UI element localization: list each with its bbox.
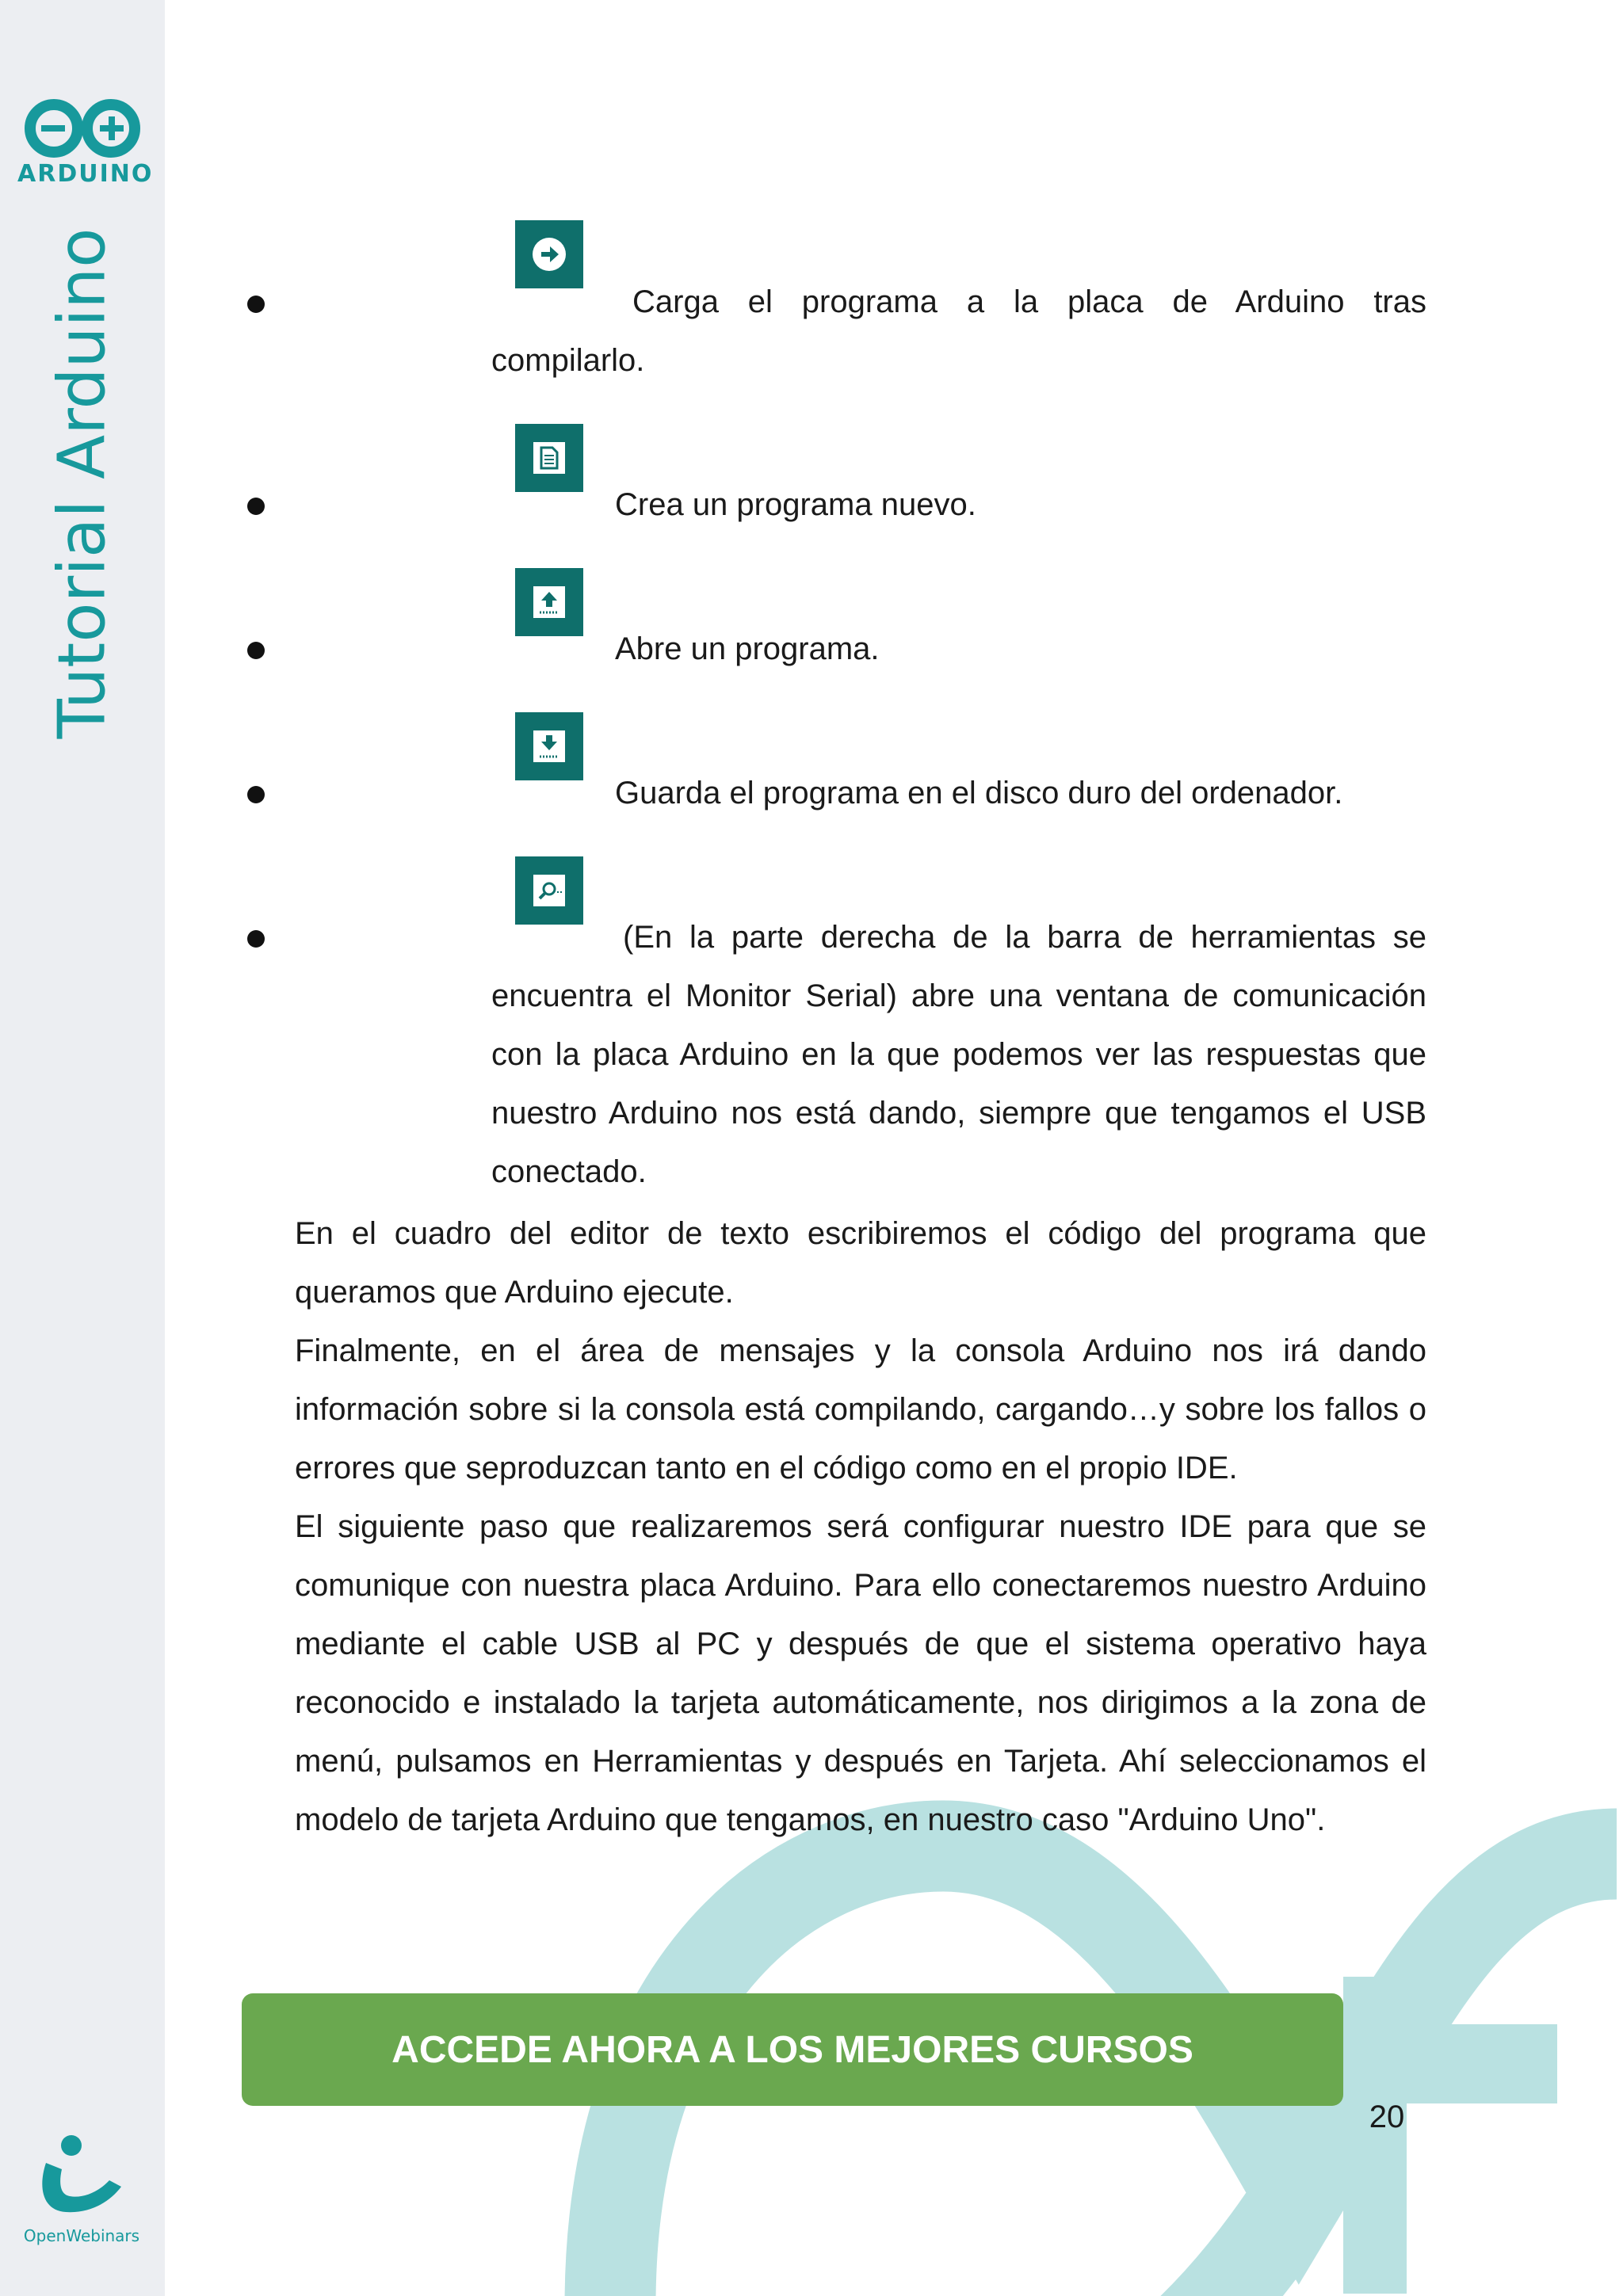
list-item-text: Abre un programa. xyxy=(615,631,880,666)
bullet xyxy=(247,498,265,515)
cta-banner-button[interactable]: ACCEDE AHORA A LOS MEJORES CURSOS xyxy=(242,1993,1343,2106)
upload-arrow-icon xyxy=(515,220,583,288)
list-item-text-continued: compilarlo. xyxy=(491,343,645,378)
sidebar-title: Tutorial Arduino xyxy=(44,227,120,739)
openwebinars-brand-text: OpenWebinars xyxy=(23,2226,140,2245)
openwebinars-logo xyxy=(22,2131,141,2245)
save-icon xyxy=(515,712,583,780)
body-paragraph: Finalmente, en el área de mensajes y la consola Arduino nos irá dando información sobre si la consola está compilando, cargando…y sobre los fallos o errores que seproduzcan tanto en el código como en el propio IDE. xyxy=(295,1333,1426,1486)
sidebar xyxy=(0,0,165,2296)
bullet xyxy=(247,930,265,948)
list-item-text: Crea un programa nuevo. xyxy=(615,487,976,522)
list-item-text-continued: encuentra el Monitor Serial) abre una ventana de comunicación con la placa Arduino en la que podemos ver las respuestas que nuestro Arduino nos está dando, siempre que tengamos el USB conectado. xyxy=(491,978,1426,1189)
arduino-infinity-icon xyxy=(17,95,147,158)
list-item-text: Carga el programa a la placa de Arduino tras xyxy=(632,284,1426,319)
bullet xyxy=(247,786,265,803)
new-file-icon xyxy=(515,424,583,492)
body-paragraph: En el cuadro del editor de texto escribiremos el código del programa que queramos que Arduino ejecute. xyxy=(295,1216,1426,1310)
bullet xyxy=(247,642,265,659)
arduino-logo xyxy=(17,95,154,190)
list-item-text: (En la parte derecha de la barra de herramientas se xyxy=(623,920,1426,955)
serial-monitor-icon xyxy=(515,856,583,925)
bullet xyxy=(247,296,265,313)
openwebinars-icon xyxy=(22,2131,141,2222)
open-icon xyxy=(515,568,583,636)
arduino-brand-text: ARDUINO xyxy=(17,160,154,188)
body-paragraph: El siguiente paso que realizaremos será configurar nuestro IDE para que se comunique con nuestra placa Arduino. Para ello conectaremos nuestro Arduino mediante el cable USB al PC y después de que el sistema operativo haya reconocido e instalado la tarjeta automáticamente, nos dirigimos a la zona de menú, pulsamos en Herramientas y después en Tarjeta. Ahí seleccionamos el modelo de tarjeta Arduino que tengamos, en nuestro caso "Arduino Uno". xyxy=(295,1509,1426,1837)
page-number: 20 xyxy=(1369,2100,1405,2134)
list-item-text: Guarda el programa en el disco duro del ordenador. xyxy=(615,776,1343,810)
